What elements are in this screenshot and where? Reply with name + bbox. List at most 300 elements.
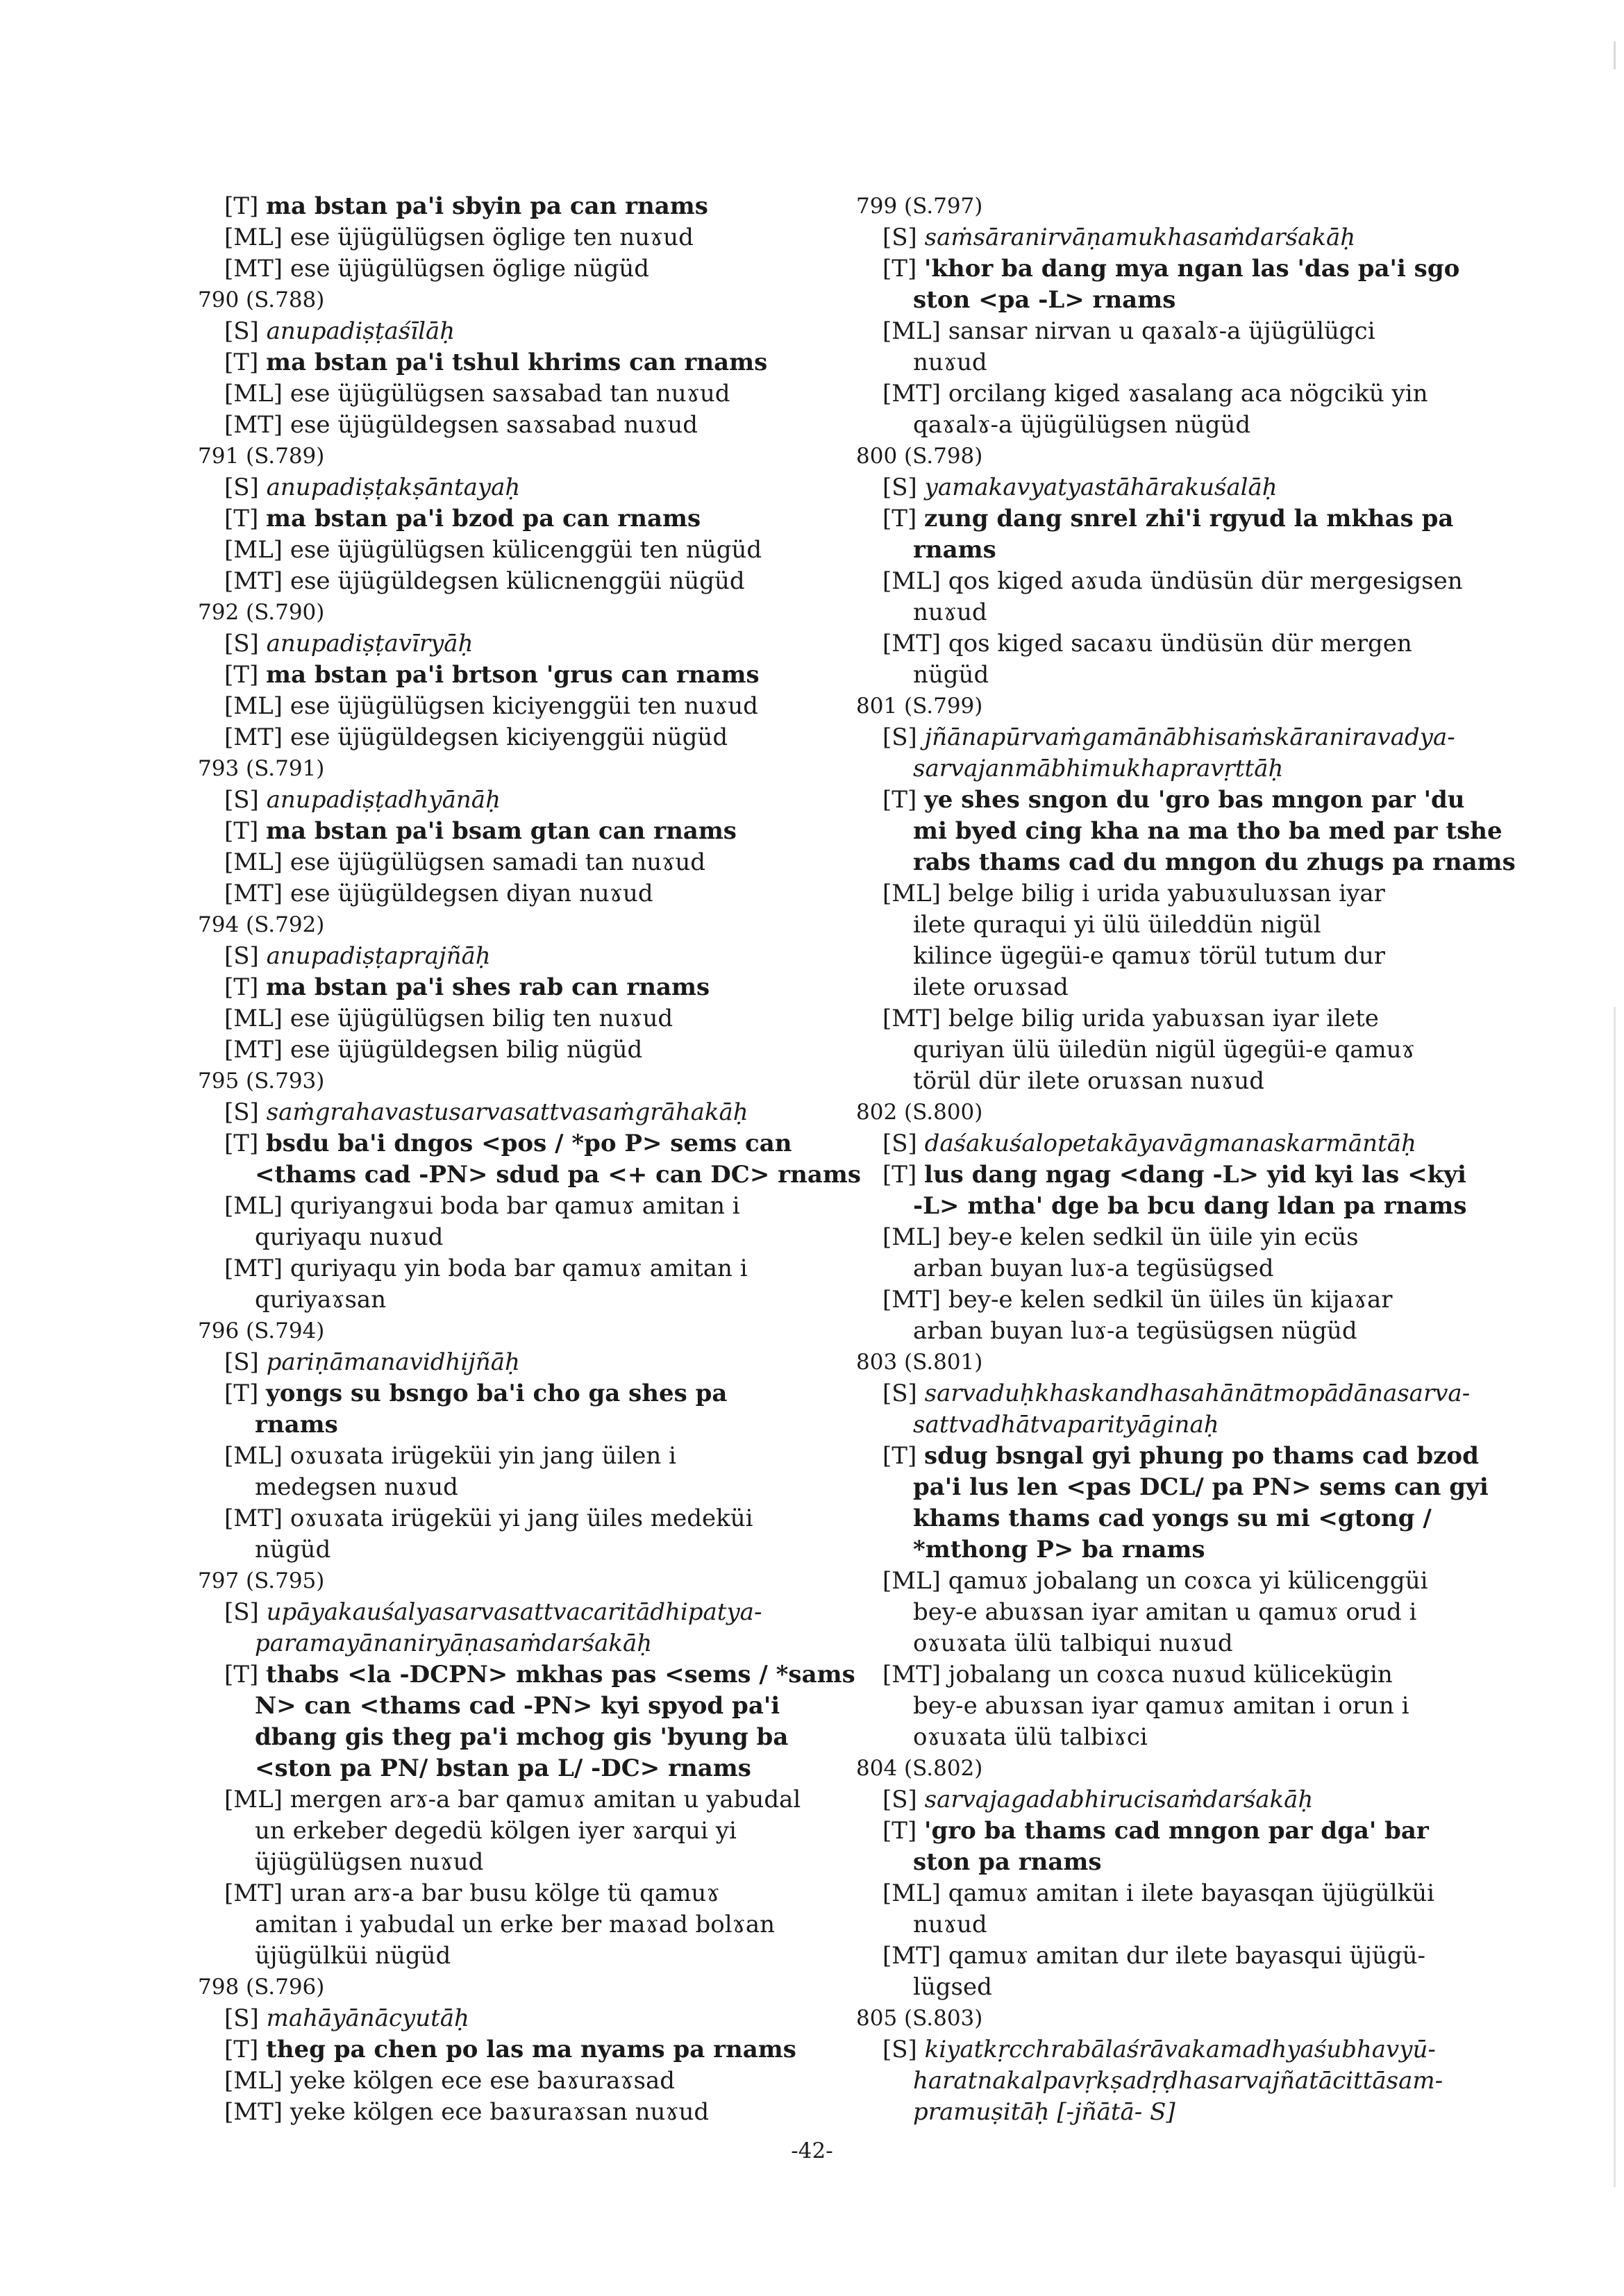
source-tag: [S]	[224, 1598, 259, 1626]
entry-text: zung dang snrel zhi'i rgyud la mkhas pa	[924, 505, 1454, 533]
entry-line	[198, 535, 809, 566]
entry-text: -L> mtha' dge ba bcu dang ldan pa rnams	[913, 1192, 1467, 1220]
entry-number: 793 (S.791)	[198, 756, 325, 781]
entry-text: <ston pa PN/ bstan pa L/ -DC> rnams	[255, 1754, 751, 1782]
entry-text: jobalang un coɤca nuɤud külicekügin	[948, 1661, 1393, 1689]
source-tag: [S]	[224, 317, 259, 345]
entry-text: thabs <la -DCPN> mkhas pas <sems / *sams	[266, 1661, 855, 1689]
entry-text: ese üjügüldegsen bilig nügüd	[290, 1036, 643, 1064]
entry-text: anupadiṣṭadhyānāḥ	[266, 786, 501, 814]
entry-text: oɤuɤata irügeküi yi jang üiles medeküi	[290, 1505, 753, 1532]
entry-line	[856, 1441, 1479, 1472]
entry-text: ma bstan pa'i brtson 'grus can rnams	[266, 661, 760, 689]
entry-line	[856, 1784, 1467, 1816]
source-tag: [MT]	[224, 255, 283, 283]
entry-line-continuation	[856, 1472, 1489, 1503]
entry-line	[198, 2065, 809, 2097]
source-tag: [MT]	[882, 380, 941, 408]
entry-text: qamuɤ jobalang un coɤca yi külicenggüi	[948, 1567, 1428, 1595]
entry-text: ye shes sngon du 'gro bas mngon par 'du	[924, 786, 1465, 814]
entry-text: ma bstan pa'i sbyin pa can rnams	[266, 192, 708, 220]
entry-text: arban buyan luɤ-a tegüsügsen nügüd	[913, 1317, 1357, 1345]
source-tag: [S]	[224, 942, 259, 970]
entry-line	[856, 1659, 1467, 1691]
entry-line	[198, 2097, 809, 2128]
entry-text: mahāyānācyutāḥ	[266, 2004, 469, 2032]
entry-text: ilete oruɤsad	[913, 973, 1069, 1001]
entry-text: ma bstan pa'i shes rab can rnams	[266, 973, 710, 1001]
source-tag: [S]	[224, 2004, 259, 2032]
entry-line	[198, 722, 809, 753]
source-tag: [T]	[224, 2036, 259, 2063]
source-tag: [ML]	[224, 536, 283, 564]
entry-text: üjügülküi nügüd	[255, 1942, 451, 1970]
entry-line-continuation	[856, 535, 1467, 566]
entry-line-continuation	[198, 1691, 809, 1722]
entry-line-continuation	[856, 597, 1467, 628]
source-tag: [S]	[882, 1130, 917, 1157]
source-tag: [MT]	[882, 630, 941, 657]
source-tag: [MT]	[882, 1661, 941, 1689]
source-tag: [ML]	[224, 380, 283, 408]
entry-line-continuation	[856, 2065, 1467, 2097]
entry-line	[856, 253, 1467, 285]
source-tag: [MT]	[224, 2098, 283, 2126]
entry-text: nuɤud	[913, 598, 987, 626]
source-tag: [MT]	[224, 1255, 283, 1282]
entry-number: 804 (S.802)	[856, 1756, 983, 1781]
entry-line-continuation	[856, 1409, 1467, 1441]
entry-text: upāyakauśalyasarvasattvacaritādhipatya-	[266, 1598, 762, 1626]
entry-text: qaɤalɤ-a üjügülügsen nügüd	[913, 411, 1251, 439]
entry-line-continuation	[856, 1066, 1467, 1097]
entry-text: ese üjügüldegsen diyan nuɤud	[290, 880, 653, 907]
entry-line-continuation	[856, 1316, 1467, 1347]
entry-line	[198, 1878, 809, 1909]
entry-text: nügüd	[255, 1536, 331, 1564]
entry-text: ese üjügülügsen kiciyenggüi ten nuɤud	[290, 692, 758, 720]
entry-text: quriyaɤsan	[255, 1286, 387, 1314]
source-tag: [MT]	[224, 567, 283, 595]
entry-text: <thams cad -PN> sdud pa <+ can DC> rnams	[255, 1161, 861, 1189]
source-tag: [ML]	[224, 1192, 283, 1220]
entry-line	[198, 1128, 809, 1159]
entry-line-continuation	[856, 1534, 1467, 1566]
entry-line-continuation	[856, 1191, 1467, 1222]
entry-text: 'khor ba dang mya ngan las 'das pa'i sgo	[924, 255, 1460, 283]
source-tag: [ML]	[882, 1223, 941, 1251]
entry-text: belge bilig i urida yabuɤuluɤsan iyar	[948, 880, 1385, 907]
source-tag: [ML]	[882, 1567, 941, 1595]
entry-number: 803 (S.801)	[856, 1350, 983, 1375]
entry-number: 791 (S.789)	[198, 444, 325, 469]
source-tag: [T]	[882, 1817, 917, 1845]
entry-text: ma bstan pa'i tshul khrims can rnams	[266, 349, 768, 376]
entry-line	[198, 1378, 809, 1409]
source-tag: [MT]	[224, 880, 283, 907]
entry-text: ese üjügüldegsen saɤsabad nuɤud	[290, 411, 698, 439]
entry-line	[198, 2003, 809, 2034]
source-tag: [T]	[224, 1661, 259, 1689]
entry-line	[198, 347, 809, 378]
entry-line	[856, 1378, 1471, 1409]
entry-line-continuation	[198, 1409, 809, 1441]
entry-line-continuation	[856, 972, 1467, 1003]
entry-text: yeke kölgen ece ese baɤuraɤsad	[290, 2067, 676, 2095]
entry-text: amitan i yabudal un erke ber maɤad bolɤan	[255, 1911, 775, 1938]
entry-text: theg pa chen po las ma nyams pa rnams	[266, 2036, 796, 2063]
entry-line-continuation	[856, 941, 1467, 972]
source-tag: [S]	[224, 630, 259, 657]
entry-line-continuation	[198, 1816, 809, 1847]
entry-text: daśakuśalopetakāyavāgmanaskarmāntāḥ	[924, 1130, 1416, 1157]
entry-line	[198, 628, 809, 660]
entry-line	[856, 1816, 1467, 1847]
source-tag: [T]	[224, 817, 259, 845]
source-tag: [MT]	[224, 411, 283, 439]
entry-number: 796 (S.794)	[198, 1318, 325, 1343]
entry-text: khams thams cad yongs su mi <gtong /	[913, 1505, 1432, 1532]
entry-line	[198, 253, 809, 285]
entry-text: bey-e abuɤsan iyar qamuɤ amitan i orun i	[913, 1692, 1409, 1720]
entry-line	[198, 1659, 855, 1691]
entry-line-continuation	[856, 1722, 1467, 1753]
entry-line-continuation	[856, 1691, 1467, 1722]
entry-line-continuation	[198, 1284, 809, 1316]
entry-line	[198, 1784, 809, 1816]
entry-line	[198, 1441, 809, 1472]
entry-text: ma bstan pa'i bzod pa can rnams	[266, 505, 701, 533]
entry-line	[856, 566, 1467, 597]
entry-line	[198, 1034, 809, 1066]
entry-line	[198, 566, 809, 597]
source-tag: [MT]	[882, 1005, 941, 1032]
entry-line	[198, 816, 809, 847]
entry-line	[856, 222, 1467, 253]
entry-line	[198, 316, 809, 347]
right-column	[856, 191, 1516, 2128]
entry-number: 798 (S.796)	[198, 1975, 325, 2000]
entry-text: jñānapūrvaṁgamānābhisaṁskāraniravadya-	[924, 723, 1455, 751]
entry-line	[856, 472, 1467, 503]
entry-line	[198, 691, 809, 722]
entry-text: sarvaduḥkhaskandhasahānātmopādānasarva-	[924, 1380, 1471, 1407]
source-tag: [T]	[882, 1442, 917, 1470]
entry-text: rabs thams cad du mngon du zhugs pa rnams	[913, 848, 1516, 876]
entry-text: haratnakalpavṛkṣadṛḍhasarvajñatācittāsam-	[913, 2067, 1443, 2095]
entry-text: bsdu ba'i dngos <pos / *po P> sems can	[266, 1130, 792, 1157]
entry-number: 800 (S.798)	[856, 444, 983, 469]
entry-line	[198, 222, 809, 253]
entry-line	[856, 1159, 1467, 1191]
entry-line	[856, 878, 1467, 910]
entry-text: *mthong P> ba rnams	[913, 1536, 1205, 1564]
source-tag: [S]	[224, 1098, 259, 1126]
entry-line	[198, 1347, 809, 1378]
source-tag: [S]	[224, 1348, 259, 1376]
entry-line	[198, 1003, 809, 1034]
entry-number: 799 (S.797)	[856, 194, 983, 219]
entry-text: quriyaqu yin boda bar qamuɤ amitan i	[290, 1255, 748, 1282]
entry-line-continuation	[856, 1628, 1467, 1659]
source-tag: [S]	[882, 2036, 917, 2063]
source-tag: [S]	[882, 1380, 917, 1407]
entry-text: yamakavyatyastāhārakuśalāḥ	[924, 474, 1278, 501]
entry-text: anupadiṣṭakṣāntayaḥ	[266, 474, 521, 501]
source-tag: [MT]	[224, 1505, 283, 1532]
entry-line	[856, 785, 1467, 816]
entry-text: anupadiṣṭavīryāḥ	[266, 630, 474, 657]
source-tag: [T]	[224, 192, 259, 220]
entry-text: sarvajagadabhirucisaṁdarśakāḥ	[924, 1786, 1314, 1813]
entry-line	[198, 941, 809, 972]
entry-number: 797 (S.795)	[198, 1568, 325, 1593]
entry-text: qos kiged aɤuda ündüsün dür mergesigsen	[948, 567, 1463, 595]
entry-text: un erkeber degedü kölgen iyer ɤarqui yi	[255, 1817, 737, 1845]
entry-line	[856, 378, 1467, 410]
entry-text: nuɤud	[913, 1911, 987, 1938]
entry-line-continuation	[856, 410, 1467, 441]
entry-line	[856, 1878, 1467, 1909]
entry-text: 'gro ba thams cad mngon par dga' bar	[924, 1817, 1429, 1845]
entry-text: uran arɤ-a bar busu kölge tü qamuɤ	[290, 1879, 720, 1907]
entry-line	[198, 191, 809, 222]
entry-text: ese üjügülügsen saɤsabad tan nuɤud	[290, 380, 730, 408]
entry-text: qamuɤ amitan dur ilete bayasqui üjügü-	[948, 1942, 1425, 1970]
entry-text: N> can <thams cad -PN> kyi spyod pa'i	[255, 1692, 780, 1720]
entry-text: quriyaqu nuɤud	[255, 1223, 444, 1251]
source-tag: [ML]	[224, 1442, 283, 1470]
entry-line-continuation	[856, 1909, 1467, 1941]
entry-text: ese üjügülügsen bilig ten nuɤud	[290, 1005, 673, 1032]
entry-text: sdug bsngal gyi phung po thams cad bzod	[924, 1442, 1479, 1470]
entry-line	[198, 1503, 809, 1534]
scan-edge-mark	[1614, 42, 1616, 69]
entry-line-continuation	[198, 1534, 809, 1566]
entry-text: arban buyan luɤ-a tegüsügsed	[913, 1255, 1274, 1282]
entry-text: oɤuɤata ülü talbiqui nuɤud	[913, 1629, 1233, 1657]
entry-text: lügsed	[913, 1973, 992, 2001]
entry-number: 805 (S.803)	[856, 2006, 983, 2031]
entry-text: oɤuɤata ülü talbiɤci	[913, 1723, 1148, 1751]
entry-text: yongs su bsngo ba'i cho ga shes pa	[266, 1380, 728, 1407]
entry-text: ston <pa -L> rnams	[913, 286, 1176, 314]
entry-text: bey-e abuɤsan iyar amitan u qamuɤ orud i	[913, 1598, 1417, 1626]
source-tag: [MT]	[224, 1036, 283, 1064]
entry-line	[198, 1097, 809, 1128]
entry-line-continuation	[856, 816, 1502, 847]
entry-line	[856, 1566, 1467, 1597]
entry-line-continuation	[198, 1909, 809, 1941]
entry-line	[198, 1253, 809, 1284]
entry-line-continuation	[856, 285, 1467, 316]
source-tag: [T]	[224, 973, 259, 1001]
source-tag: [T]	[224, 1380, 259, 1407]
entry-line	[856, 1284, 1467, 1316]
entry-text: anupadiṣṭaprajñāḥ	[266, 942, 491, 970]
entry-text: yeke kölgen ece baɤuraɤsan nuɤud	[290, 2098, 710, 2126]
entry-line-continuation	[856, 1253, 1467, 1284]
source-tag: [ML]	[882, 567, 941, 595]
entry-text: ilete quraqui yi ülü üileddün nigül	[913, 911, 1321, 939]
source-tag: [MT]	[224, 723, 283, 751]
entry-line	[198, 785, 809, 816]
entry-text: nügüd	[913, 661, 989, 689]
entry-text: ese üjügüldegsen kiciyenggüi nügüd	[290, 723, 728, 751]
entry-text: qos kiged sacaɤu ündüsün dür mergen	[948, 630, 1412, 657]
entry-text: kilince ügegüi-e qamuɤ törül tutum dur	[913, 942, 1386, 970]
scan-edge-shadow	[1614, 1007, 1616, 2187]
source-tag: [ML]	[224, 1005, 283, 1032]
entry-number: 795 (S.793)	[198, 1069, 325, 1093]
entry-line	[198, 2034, 809, 2065]
source-tag: [T]	[224, 349, 259, 376]
entry-line-continuation	[856, 347, 1467, 378]
source-tag: [S]	[882, 1786, 917, 1813]
source-tag: [S]	[882, 723, 917, 751]
entry-line-continuation	[856, 847, 1516, 878]
entry-line-continuation	[856, 1847, 1467, 1878]
source-tag: [MT]	[882, 1942, 941, 1970]
entry-line-continuation	[198, 1472, 809, 1503]
entry-line	[198, 1191, 809, 1222]
entry-line-continuation	[856, 1503, 1467, 1534]
entry-text: lus dang ngag <dang -L> yid kyi las <kyi	[924, 1161, 1466, 1189]
source-tag: [T]	[224, 1130, 259, 1157]
entry-text: ese üjügülügsen öglige nügüd	[290, 255, 650, 283]
entry-line-continuation	[856, 753, 1467, 785]
entry-text: oɤuɤata irügeküi yin jang üilen i	[290, 1442, 676, 1470]
entry-text: ese üjügülügsen külicenggüi ten nügüd	[290, 536, 762, 564]
entry-line	[856, 1003, 1467, 1034]
entry-text: rnams	[255, 1411, 338, 1439]
entry-line-continuation	[198, 1159, 861, 1191]
entry-number: 801 (S.799)	[856, 694, 983, 719]
source-tag: [ML]	[224, 1786, 283, 1813]
entry-text: törül dür ilete oruɤsan nuɤud	[913, 1067, 1264, 1095]
entry-text: sarvajanmābhimukhapravṛttāḥ	[913, 755, 1284, 782]
entry-text: ese üjügüldegsen külicnenggüi nügüd	[290, 567, 745, 595]
entry-line-continuation	[856, 910, 1467, 941]
entry-line	[856, 2034, 1467, 2065]
source-tag: [MT]	[882, 1286, 941, 1314]
entry-number: 794 (S.792)	[198, 912, 325, 937]
entry-text: kiyatkṛcchrabālaśrāvakamadhyaśubhavyū-	[924, 2036, 1436, 2063]
entry-line	[198, 378, 809, 410]
entry-text: medegsen nuɤud	[255, 1473, 458, 1501]
source-tag: [ML]	[224, 224, 283, 251]
entry-text: dbang gis theg pa'i mchog gis 'byung ba	[255, 1723, 789, 1751]
source-tag: [ML]	[882, 1879, 941, 1907]
entry-line	[856, 1941, 1467, 1972]
entry-line-continuation	[198, 1753, 809, 1784]
source-tag: [ML]	[224, 2067, 283, 2095]
entry-text: rnams	[913, 536, 996, 564]
source-tag: [S]	[882, 224, 917, 251]
entry-text: qamuɤ amitan i ilete bayasqan üjügülküi	[948, 1879, 1435, 1907]
source-tag: [ML]	[224, 848, 283, 876]
entry-line-continuation	[856, 2097, 1467, 2128]
entry-text: nuɤud	[913, 349, 987, 376]
source-tag: [S]	[224, 786, 259, 814]
entry-line-continuation	[856, 1972, 1467, 2003]
entry-line-continuation	[198, 1222, 809, 1253]
entry-text: pa'i lus len <pas DCL/ pa PN> sems can gyi	[913, 1473, 1489, 1501]
entry-text: saṁsāranirvāṇamukhasaṁdarśakāḥ	[924, 224, 1356, 251]
entry-line	[198, 660, 809, 691]
entry-text: pramuṣitāḥ [-jñātā- S]	[913, 2098, 1175, 2126]
entry-text: bey-e kelen sedkil ün üile yin ecüs	[948, 1223, 1359, 1251]
source-tag: [S]	[882, 474, 917, 501]
entry-text: pariṇāmanavidhijñāḥ	[266, 1348, 520, 1376]
entry-line	[856, 503, 1467, 535]
entry-line	[198, 472, 809, 503]
source-tag: [T]	[882, 505, 917, 533]
entry-line	[856, 316, 1467, 347]
entry-text: anupadiṣṭaśīlāḥ	[266, 317, 455, 345]
entry-text: quriyan ülü üiledün nigül ügegüi-e qamuɤ	[913, 1036, 1415, 1064]
entry-line-continuation	[198, 1628, 809, 1659]
entry-line	[856, 1128, 1467, 1159]
source-tag: [ML]	[224, 692, 283, 720]
entry-text: paramayānaniryāṇasaṁdarśakāḥ	[255, 1629, 653, 1657]
entry-text: mergen arɤ-a bar qamuɤ amitan u yabudal	[290, 1786, 801, 1813]
source-tag: [T]	[224, 661, 259, 689]
source-tag: [MT]	[224, 1879, 283, 1907]
entry-line-continuation	[198, 1847, 809, 1878]
entry-text: ston pa rnams	[913, 1848, 1102, 1876]
source-tag: [T]	[224, 505, 259, 533]
entry-text: ese üjügülügsen samadi tan nuɤud	[290, 848, 705, 876]
source-tag: [T]	[882, 786, 917, 814]
entry-line-continuation	[198, 1722, 809, 1753]
entry-text: sattvadhātvaparityāginaḥ	[913, 1411, 1219, 1439]
entry-text: saṁgrahavastusarvasattvasaṁgrāhakāḥ	[266, 1098, 748, 1126]
entry-line	[198, 1597, 809, 1628]
entry-number: 792 (S.790)	[198, 600, 325, 625]
entry-line-continuation	[856, 1597, 1467, 1628]
entry-line-continuation	[856, 1034, 1467, 1066]
entry-number: 802 (S.800)	[856, 1100, 983, 1125]
entry-line-continuation	[198, 1941, 809, 1972]
entry-text: orcilang kiged ɤasalang aca nögcikü yin	[948, 380, 1428, 408]
entry-text: quriyangɤui boda bar qamuɤ amitan i	[290, 1192, 740, 1220]
entry-text: mi byed cing kha na ma tho ba med par tshe	[913, 817, 1502, 845]
entry-text: sansar nirvan u qaɤalɤ-a üjügülügci	[948, 317, 1375, 345]
entry-text: bey-e kelen sedkil ün üiles ün kijaɤar	[948, 1286, 1393, 1314]
entry-text: ese üjügülügsen öglige ten nuɤud	[290, 224, 694, 251]
entry-text: ma bstan pa'i bsam gtan can rnams	[266, 817, 737, 845]
entry-line	[856, 628, 1467, 660]
entry-text: belge bilig urida yabuɤsan iyar ilete	[948, 1005, 1379, 1032]
source-tag: [S]	[224, 474, 259, 501]
entry-line	[198, 847, 809, 878]
source-tag: [T]	[882, 255, 917, 283]
entry-line-continuation	[856, 660, 1467, 691]
entry-text: üjügülügsen nuɤud	[255, 1848, 484, 1876]
source-tag: [ML]	[882, 317, 941, 345]
left-column	[198, 191, 861, 2128]
entry-line	[198, 972, 809, 1003]
entry-line	[856, 722, 1467, 753]
entry-number: 790 (S.788)	[198, 287, 325, 312]
source-tag: [T]	[882, 1161, 917, 1189]
page-number: -42-	[791, 2138, 833, 2163]
entry-line	[198, 410, 809, 441]
entry-line	[198, 878, 809, 910]
entry-line	[198, 503, 809, 535]
source-tag: [ML]	[882, 880, 941, 907]
